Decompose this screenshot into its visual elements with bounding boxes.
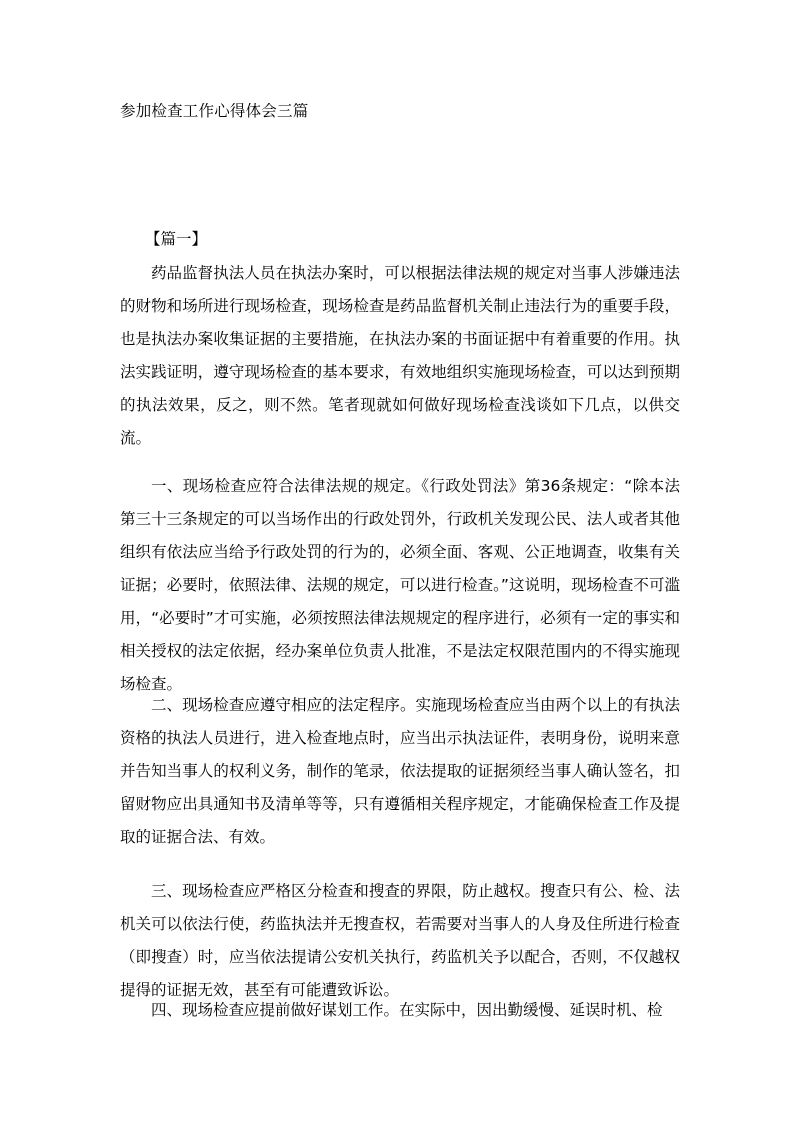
paragraph-point-four: 四、现场检查应提前做好谋划工作。在实际中，因出勤缓慢、延误时机、检 — [151, 1001, 663, 1019]
paragraph-point-three: 三、现场检查应严格区分检查和搜查的界限，防止越权。搜查只有公、检、法机关可以依法行使，药监执法并无搜查权，若需要对当事人的人身及住所进行检查（即搜查）时，应当依法提请公安机关执行，药监机关予以配合，否则，不仅越权提得的证据无效，甚至有可能遭致诉讼。 — [120, 882, 680, 999]
paragraph-intro: 药品监督执法人员在执法办案时，可以根据法律法规的规定对当事人涉嫌违法的财物和场所进行现场检查，现场检查是药品监督机关制止违法行为的重要手段，也是执法办案收集证据的主要措施，在执法办案的书面证据中有着重要的作用。执法实践证明，遵守现场检查的基本要求，有效地组织实施现场检查，可以达到预期的执法效果，反之，则不然。笔者现就如何做好现场检查浅谈如下几点，以供交流。 — [120, 264, 680, 447]
paragraph-point-two: 二、现场检查应遵守相应的法定程序。实施现场检查应当由两个以上的有执法资格的执法人员进行，进入检查地点时，应当出示执法证件，表明身份，说明来意并告知当事人的权利义务，制作的笔录，依法提取的证据须经当事人确认签名，扣留财物应出具通知书及清单等等，只有遵循相关程序规定，才能确保检查工作及提取的证据合法、有效。 — [120, 696, 680, 846]
paragraph-point-one: 一、现场检查应符合法律法规的规定。《行政处罚法》第36条规定：“除本法第三十三条规定的可以当场作出的行政处罚外，行政机关发现公民、法人或者其他组织有依法应当给予行政处罚的行为的，必须全面、客观、公正地调查，收集有关证据；必要时，依照法律、法规的规定，可以进行检查。”这说明，现场检查不可滥用，“必要时”才可实施，必须按照法律法规规定的程序进行，必须有一定的事实和相关授权的法定依据，经办案单位负责人批准，不是法定权限范围内的不得实施现场检查。 — [120, 477, 680, 693]
section-heading: 【篇一】 — [145, 230, 208, 248]
document-title: 参加检查工作心得体会三篇 — [120, 102, 309, 120]
